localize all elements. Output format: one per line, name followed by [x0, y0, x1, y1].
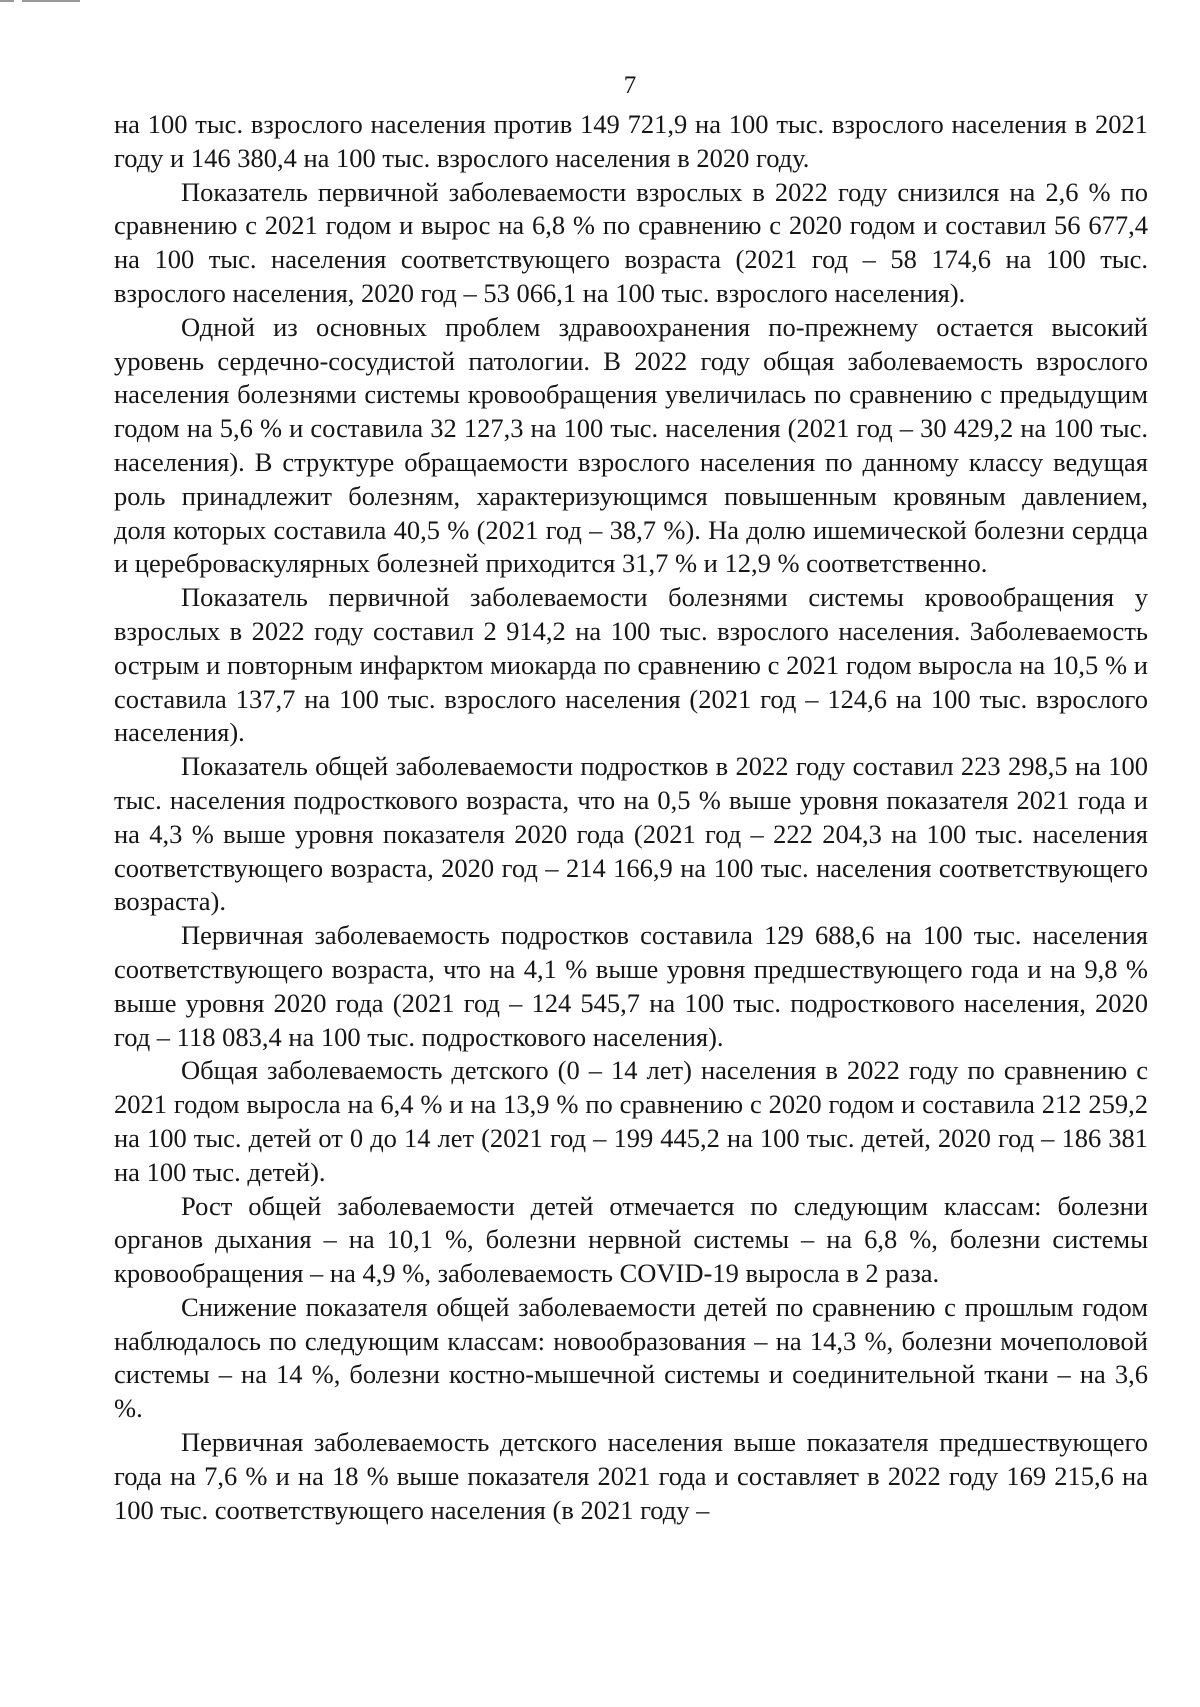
paragraph-child-morbidity-growth: Рост общей заболеваемости детей отмечается по следующим классам: болезни органов дыхания – на 10,1 %, болезни нервной системы – на 6,8 %, болезни системы кровообращения – на 4,9 %, заболеваемость COVID-19 выросла в 2 раза.: [114, 1190, 1148, 1289]
paragraph-child-general-morbidity: Общая заболеваемость детского (0 – 14 лет) населения в 2022 году по сравнению с 2021 годом выросла на 6,4 % и на 13,9 % по сравнению с 2020 годом и составила 212 259,2 на 100 тыс. детей от 0 до 14 лет (2021 год – 199 445,2 на 100 тыс. детей, 2020 год – 186 381 на 100 тыс. детей).: [114, 1055, 1148, 1187]
body-text: [114, 108, 1148, 1527]
paragraph-teen-general-morbidity: Показатель общей заболеваемости подростков в 2022 году составил 223 298,5 на 100 тыс. населения подросткового возраста, что на 0,5 % выше уровня показателя 2021 года и на 4,3 % выше уровня показателя 2020 года (2021 год – 222 204,3 на 100 тыс. населения соответствующего возраста, 2020 год – 214 166,9 на 100 тыс. населения соответствующего возраста).: [114, 751, 1148, 917]
paragraph-cardiovascular-pathology: Одной из основных проблем здравоохранения по-прежнему остается высокий уровень сердечно-сосудистой патологии. В 2022 году общая заболеваемость взрослого населения болезнями системы кровообращения увеличилась по сравнению с предыдущим годом на 5,6 % и составила 32 127,3 на 100 тыс. населения (2021 год – 30 429,2 на 100 тыс. населения). В структуре обращаемости взрослого населения по данному классу ведущая роль принадлежит болезням, характеризующимся повышенным кровяным давлением, доля которых составила 40,5 % (2021 год – 38,7 %). На долю ишемической болезни сердца и цереброваскулярных болезней приходится 31,7 % и 12,9 % соответственно.: [114, 311, 1148, 579]
paragraph-primary-adult-morbidity: Показатель первичной заболеваемости взрослых в 2022 году снизился на 2,6 % по сравнению с 2021 годом и вырос на 6,8 % по сравнению с 2020 годом и составил 56 677,4 на 100 тыс. населения соответствующего возраста (2021 год – 58 174,6 на 100 тыс. взрослого населения, 2020 год – 53 066,1 на 100 тыс. взрослого населения).: [114, 176, 1148, 308]
paragraph-circulatory-primary-morbidity: Показатель первичной заболеваемости болезнями системы кровообращения у взрослых в 2022 году составил 2 914,2 на 100 тыс. взрослого населения. Заболеваемость острым и повторным инфарктом миокарда по сравнению с 2021 годом выросла на 10,5 % и составила 137,7 на 100 тыс. взрослого населения (2021 год – 124,6 на 100 тыс. взрослого населения).: [114, 582, 1148, 748]
paragraph-continuation: на 100 тыс. взрослого населения против 149 721,9 на 100 тыс. взрослого населения в 2021 году и 146 380,4 на 100 тыс. взрослого населения в 2020 году.: [114, 109, 1148, 173]
page-number: 7: [623, 72, 637, 99]
paragraph-teen-primary-morbidity: Первичная заболеваемость подростков составила 129 688,6 на 100 тыс. населения соответствующего возраста, что на 4,1 % выше уровня предшествующего года и на 9,8 % выше уровня 2020 года (2021 год – 124 545,7 на 100 тыс. подросткового населения, 2020 год – 118 083,4 на 100 тыс. подросткового населения).: [114, 920, 1148, 1052]
scan-artifact-top-left: [0, 0, 14, 2]
paragraph-child-primary-morbidity: Первичная заболеваемость детского населения выше показателя предшествующего года на 7,6 % и на 18 % выше показателя 2021 года и составляет в 2022 году 169 215,6 на 100 тыс. соответствующего населения (в 2021 году –: [114, 1427, 1148, 1525]
scan-artifact-top-left-2: [22, 0, 80, 2]
paragraph-child-morbidity-decline: Снижение показателя общей заболеваемости детей по сравнению с прошлым годом наблюдалось по следующим классам: новообразования – на 14,3 %, болезни мочеполовой системы – на 14 %, болезни костно-мышечной системы и соединительной ткани – на 3,6 %.: [114, 1291, 1148, 1424]
